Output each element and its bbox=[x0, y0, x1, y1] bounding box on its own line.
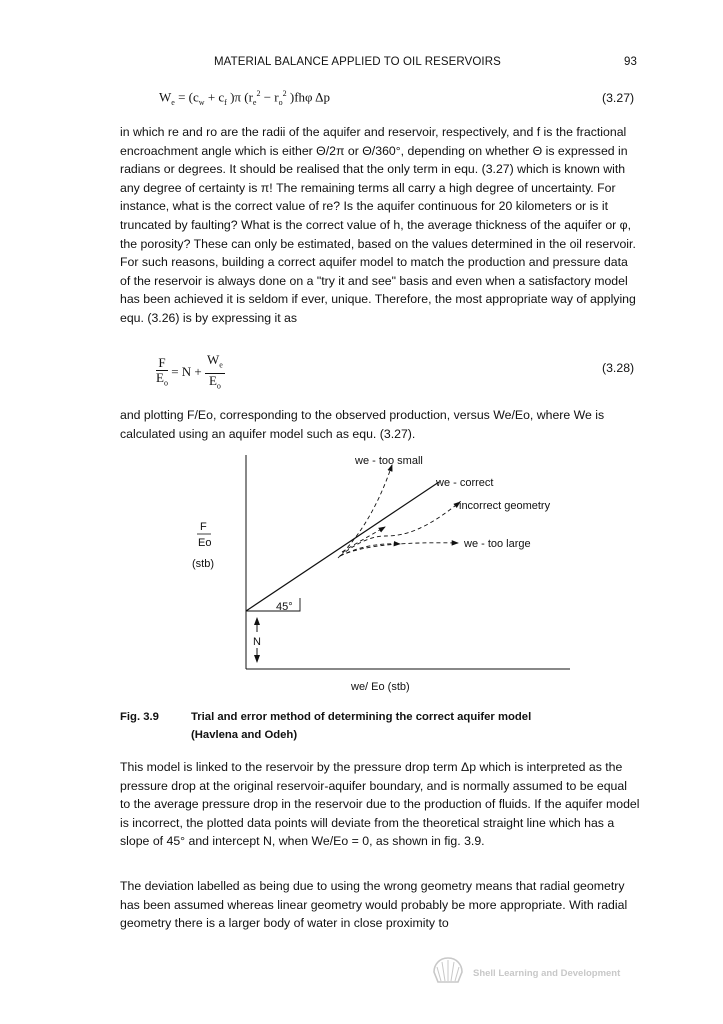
y-label-numerator: F bbox=[200, 521, 207, 533]
paragraph-aquifer-uncertainty: in which re and ro are the radii of the aquifer and reservoir, respectively, and f is the fractional encroachment angle which is either Θ/2π or Θ/360°, depending on whether Θ is expressed in radians or degrees. It should be realised that the only term in equ. (3.27) which is known with any degree of certainty is π! The remaining terms all carry a high degree of uncertainty. For instance, what is the correct value of re? Is the aquifer continuous for 20 kilometers or is it truncated by faulting? What is the correct value of h, the average thickness of the aquifer or φ, the porosity? These can only be estimated, based on the values determined in the oil reservoir. For such reasons, building a correct aquifer model to match the production and pressure data of the reservoir is always done on a "try it and see" basis and even when a satisfactory model has been achieved it is seldom if ever, unique. Therefore, the most appropriate way of applying equ. (3.26) is by expressing it as bbox=[120, 125, 636, 325]
angle-label: 45° bbox=[276, 601, 293, 613]
figure-3-9-diagram bbox=[180, 450, 580, 695]
page-number: 93 bbox=[624, 56, 637, 68]
equation-number-3-27: (3.27) bbox=[602, 91, 635, 105]
equation-3-27: $W_e = (c_w + c_f$ )π ($r_e^2 - r_o^2$ )fhφ Δp bbox=[159, 89, 330, 107]
figure-caption-line2: (Havlena and Odeh) bbox=[191, 729, 298, 741]
y-label-denominator: Eo bbox=[198, 537, 212, 549]
running-header: MATERIAL BALANCE APPLIED TO OIL RESERVOIRS bbox=[214, 56, 501, 68]
label-too-small: we - too small bbox=[355, 455, 423, 467]
shell-logo-icon bbox=[432, 956, 464, 986]
y-label-unit: (stb) bbox=[192, 558, 214, 570]
equation-3-28: $\frac{F}{E_o}$ = N + $\frac{W_e}{E_o}$ bbox=[156, 352, 223, 391]
footer-brand-text: Shell Learning and Development bbox=[473, 968, 621, 979]
label-correct: we - correct bbox=[436, 477, 494, 489]
correct-line bbox=[246, 482, 439, 611]
intercept-label: N bbox=[253, 636, 261, 648]
paragraph-pressure-drop: This model is linked to the reservoir by the pressure drop term Δp which is interpreted as the pressure drop at the original reservoir-aquifer boundary, and is normally assumed to be equal to the average pressure drop in the reservoir due to the production of fluids. If the aquifer model is incorrect, the plotted data points will deviate from the theoretical straight line which has a slope of 45° and intercept N, when We/Eo = 0, as shown in fig. 3.9. bbox=[120, 760, 640, 849]
x-axis-label: we/ Eo (stb) bbox=[351, 681, 410, 693]
label-incorrect-geometry: incorrect geometry bbox=[459, 500, 551, 512]
paragraph-geometry-deviation: The deviation labelled as being due to using the wrong geometry means that radial geometry has been assumed whereas linear geometry would probably be more appropriate. With radial geometry there is a larger body of water in close proximity to bbox=[120, 879, 628, 931]
too-large-curve bbox=[340, 543, 458, 556]
figure-caption-number: Fig. 3.9 bbox=[120, 711, 159, 723]
figure-caption-line1: Trial and error method of determining the correct aquifer model bbox=[191, 711, 532, 723]
equation-number-3-28: (3.28) bbox=[602, 361, 635, 375]
label-too-large: we - too large bbox=[464, 538, 531, 550]
incorrect-geometry-curve bbox=[340, 502, 460, 556]
paragraph-plotting: and plotting F/Eo, corresponding to the observed production, versus We/Eo, where We is calculated using an aquifer model such as equ. (3.27). bbox=[120, 408, 605, 441]
